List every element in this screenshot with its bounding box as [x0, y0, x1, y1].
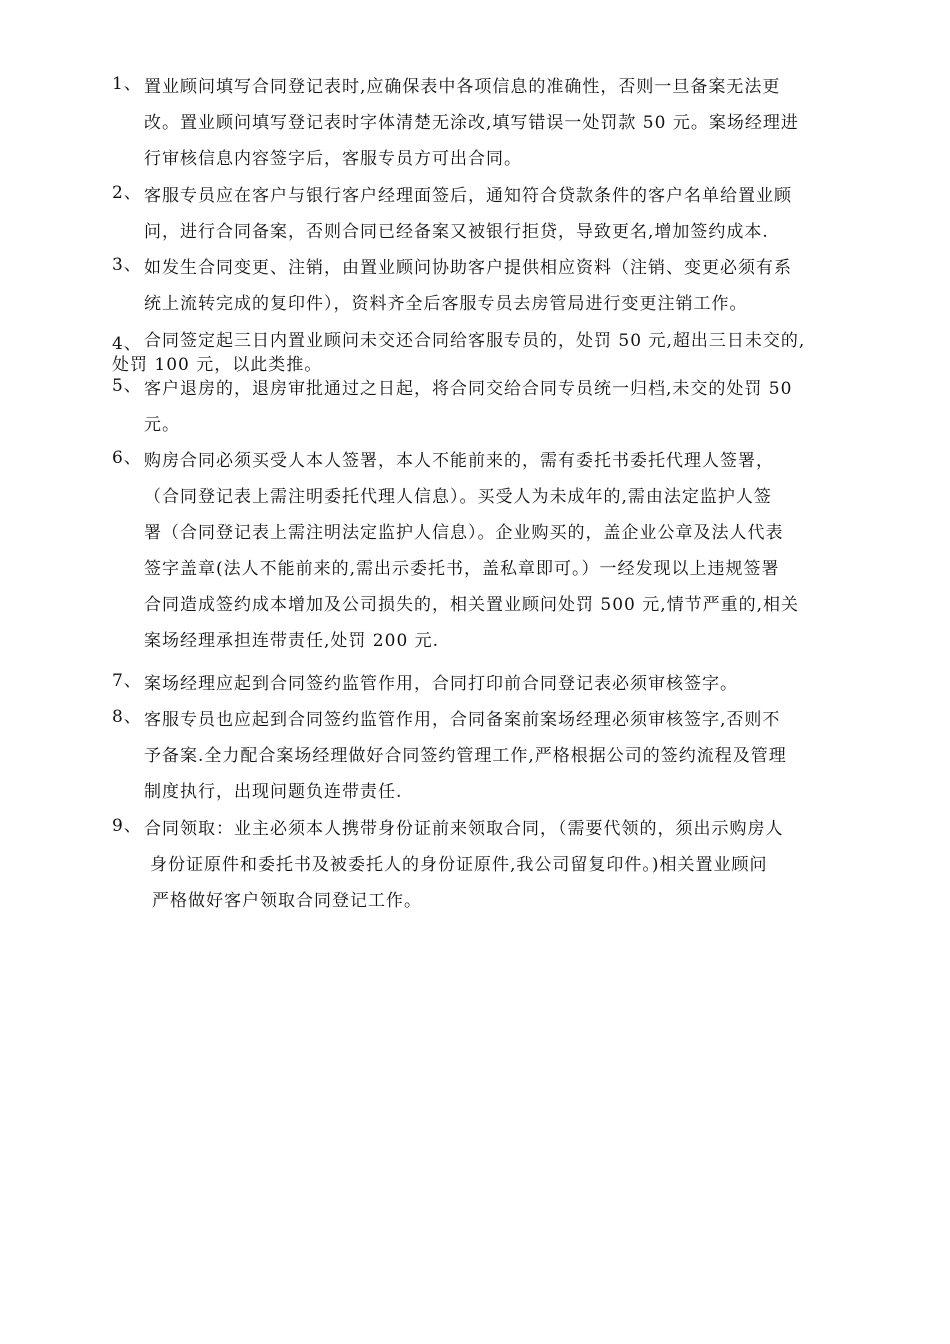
rule-item-3 [112, 250, 852, 322]
rule-line: 案场经理应起到合同签约监管作用，合同打印前合同登记表必须审核签字。 [144, 674, 738, 694]
rule-number: 5、 [112, 376, 142, 396]
rule-line: 改。置业顾问填写登记表时字体清楚无涂改,填写错误一处罚款 50 元。案场经理进 [144, 113, 799, 133]
rule-line: 行审核信息内容签字后，客服专员方可出合同。 [144, 149, 522, 169]
rule-line: 处罚 100 元，以此类推。 [112, 355, 323, 375]
rule-number: 9、 [112, 816, 142, 836]
rule-line: 身份证原件和委托书及被委托人的身份证原件,我公司留复印件。)相关置业顾问 [150, 855, 768, 875]
rule-line: 案场经理承担连带责任,处罚 200 元. [144, 631, 440, 651]
rule-line: 严格做好客户领取合同登记工作。 [152, 891, 422, 911]
rule-text [112, 329, 852, 377]
rule-line: （合同登记表上需注明委托代理人信息）。买受人为未成年的,需由法定监护人签 [144, 487, 772, 507]
rule-text [144, 371, 852, 443]
rule-item-7 [112, 666, 852, 702]
rule-line: 予备案.全力配合案场经理做好合同签约管理工作,严格根据公司的签约流程及管理 [144, 746, 787, 766]
rule-line: 客户退房的，退房审批通过之日起，将合同交给合同专员统一归档,未交的处罚 50 [144, 379, 793, 399]
rule-line: 如发生合同变更、注销，由置业顾问协助客户提供相应资料（注销、变更必须有系 [144, 258, 792, 278]
rule-item-5 [112, 371, 852, 443]
rule-line: 统上流转完成的复印件），资料齐全后客服专员去房管局进行变更注销工作。 [144, 294, 748, 314]
rule-line: 署（合同登记表上需注明法定监护人信息）。企业购买的，盖企业公章及法人代表 [144, 523, 784, 543]
rule-text [144, 69, 852, 177]
rule-item-6 [112, 443, 852, 659]
rule-line: 元。 [144, 415, 180, 435]
rule-line: 客服专员应在客户与银行客户经理面签后，通知符合贷款条件的客户名单给置业顾 [144, 186, 792, 206]
rule-line: 置业顾问填写合同登记表时,应确保表中各项信息的准确性，否则一旦备案无法更 [144, 77, 781, 97]
rule-number: 6、 [112, 448, 142, 468]
rule-line: 签字盖章(法人不能前来的,需出示委托书，盖私章即可。）一经发现以上违规签署 [144, 559, 780, 579]
rule-line: 合同领取：业主必须本人携带身份证前来领取合同，（需要代领的，须出示购房人 [144, 819, 784, 839]
rule-number: 8、 [112, 707, 142, 727]
rule-line: 合同造成签约成本增加及公司损失的，相关置业顾问处罚 500 元,情节严重的,相关 [144, 595, 800, 615]
rule-line: 制度执行，出现问题负连带责任. [144, 782, 403, 802]
rule-number: 7、 [112, 671, 142, 691]
rule-line: 问，进行合同备案，否则合同已经备案又被银行拒贷，导致更名,增加签约成本. [144, 222, 769, 242]
rule-text [144, 250, 852, 322]
rule-text [112, 811, 852, 919]
rule-number: 4、 [112, 334, 142, 354]
rule-text [144, 178, 852, 250]
rule-line: 合同签定起三日内置业顾问未交还合同给客服专员的，处罚 50 元,超出三日未交的, [144, 331, 806, 351]
rule-number: 1、 [112, 74, 142, 94]
rule-line: 客服专员也应起到合同签约监管作用，合同备案前案场经理必须审核签字,否则不 [144, 710, 781, 730]
rule-item-4 [112, 329, 852, 377]
rule-number: 3、 [112, 255, 142, 275]
rule-text [144, 702, 852, 810]
rule-item-2 [112, 178, 852, 250]
rule-text [144, 443, 852, 659]
rule-number: 2、 [112, 183, 142, 203]
rule-item-9 [112, 811, 852, 919]
rule-text [144, 666, 852, 702]
rule-item-1 [112, 69, 852, 177]
rule-line: 购房合同必须买受人本人签署，本人不能前来的，需有委托书委托代理人签署， [144, 451, 774, 471]
rule-item-8 [112, 702, 852, 810]
